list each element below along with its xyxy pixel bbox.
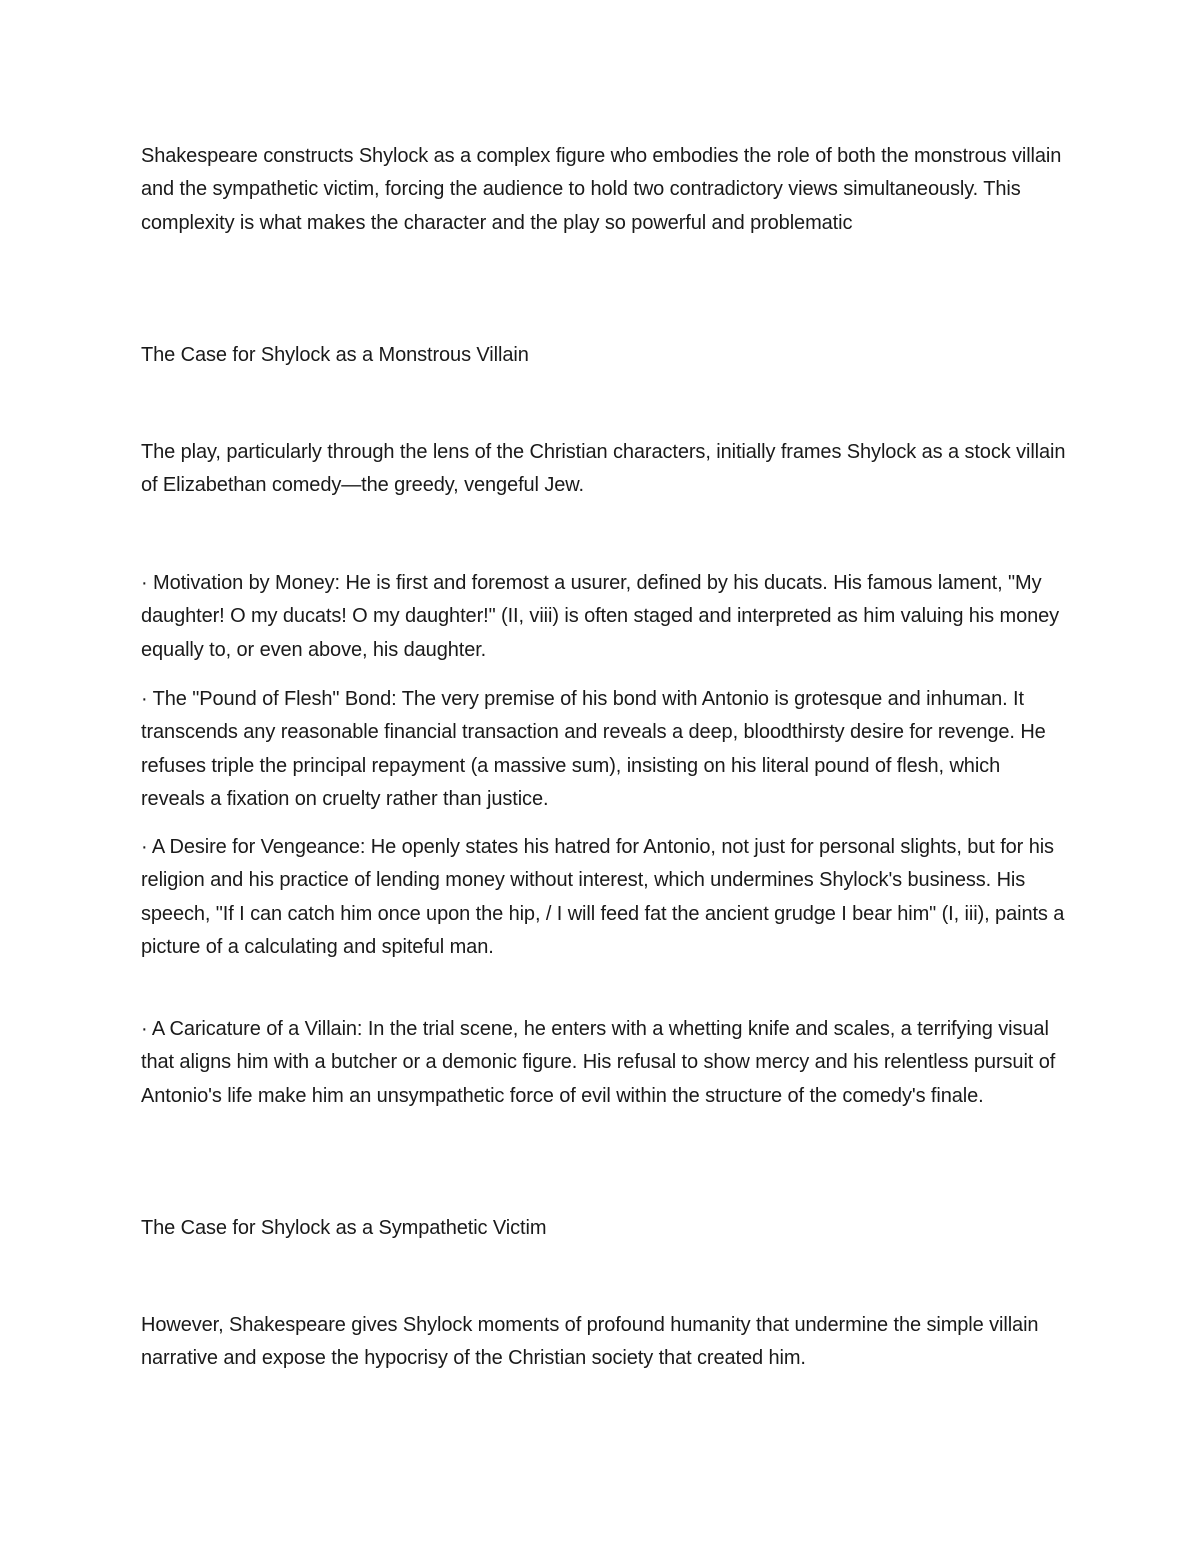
villain-intro-paragraph: The play, particularly through the lens of the Christian characters, initially frames Shylock as a stock villain of Elizabethan comedy—the greedy, vengeful Jew.	[141, 441, 1066, 497]
villain-section-heading: The Case for Shylock as a Monstrous Villain	[141, 344, 529, 366]
bullet-motivation-by-money: · Motivation by Money: He is first and foremost a usurer, defined by his ducats. His famous lament, "My daughter! O my ducats! O my daughter!" (II, viii) is often staged and interpreted as him valuing his money equally to, or even above, his daughter.	[141, 572, 1060, 661]
victim-section-heading: The Case for Shylock as a Sympathetic Victim	[141, 1217, 547, 1239]
intro-paragraph: Shakespeare constructs Shylock as a complex figure who embodies the role of both the monstrous villain and the sympathetic victim, forcing the audience to hold two contradictory views simultaneously. This complexity is what makes the character and the play so powerful and problematic	[141, 145, 1062, 234]
bullet-desire-for-vengeance: · A Desire for Vengeance: He openly states his hatred for Antonio, not just for personal slights, but for his religion and his practice of lending money without interest, which undermines Shylock's business. His speech, "If I can catch him once upon the hip, / I will feed fat the ancient grudge I bear him" (I, iii), paints a picture of a calculating and spiteful man.	[141, 836, 1065, 958]
victim-intro-paragraph: However, Shakespeare gives Shylock moments of profound humanity that undermine the simple villain narrative and expose the hypocrisy of the Christian society that created him.	[141, 1314, 1039, 1370]
bullet-caricature-of-villain: · A Caricature of a Villain: In the trial scene, he enters with a whetting knife and scales, a terrifying visual that aligns him with a butcher or a demonic figure. His refusal to show mercy and his relentless pursuit of Antonio's life make him an unsympathetic force of evil within the structure of the comedy's finale.	[141, 1018, 1056, 1107]
bullet-pound-of-flesh: · The "Pound of Flesh" Bond: The very premise of his bond with Antonio is grotesque and inhuman. It transcends any reasonable financial transaction and reveals a deep, bloodthirsty desire for revenge. He refuses triple the principal repayment (a massive sum), insisting on his literal pound of flesh, which reveals a fixation on cruelty rather than justice.	[141, 688, 1046, 810]
